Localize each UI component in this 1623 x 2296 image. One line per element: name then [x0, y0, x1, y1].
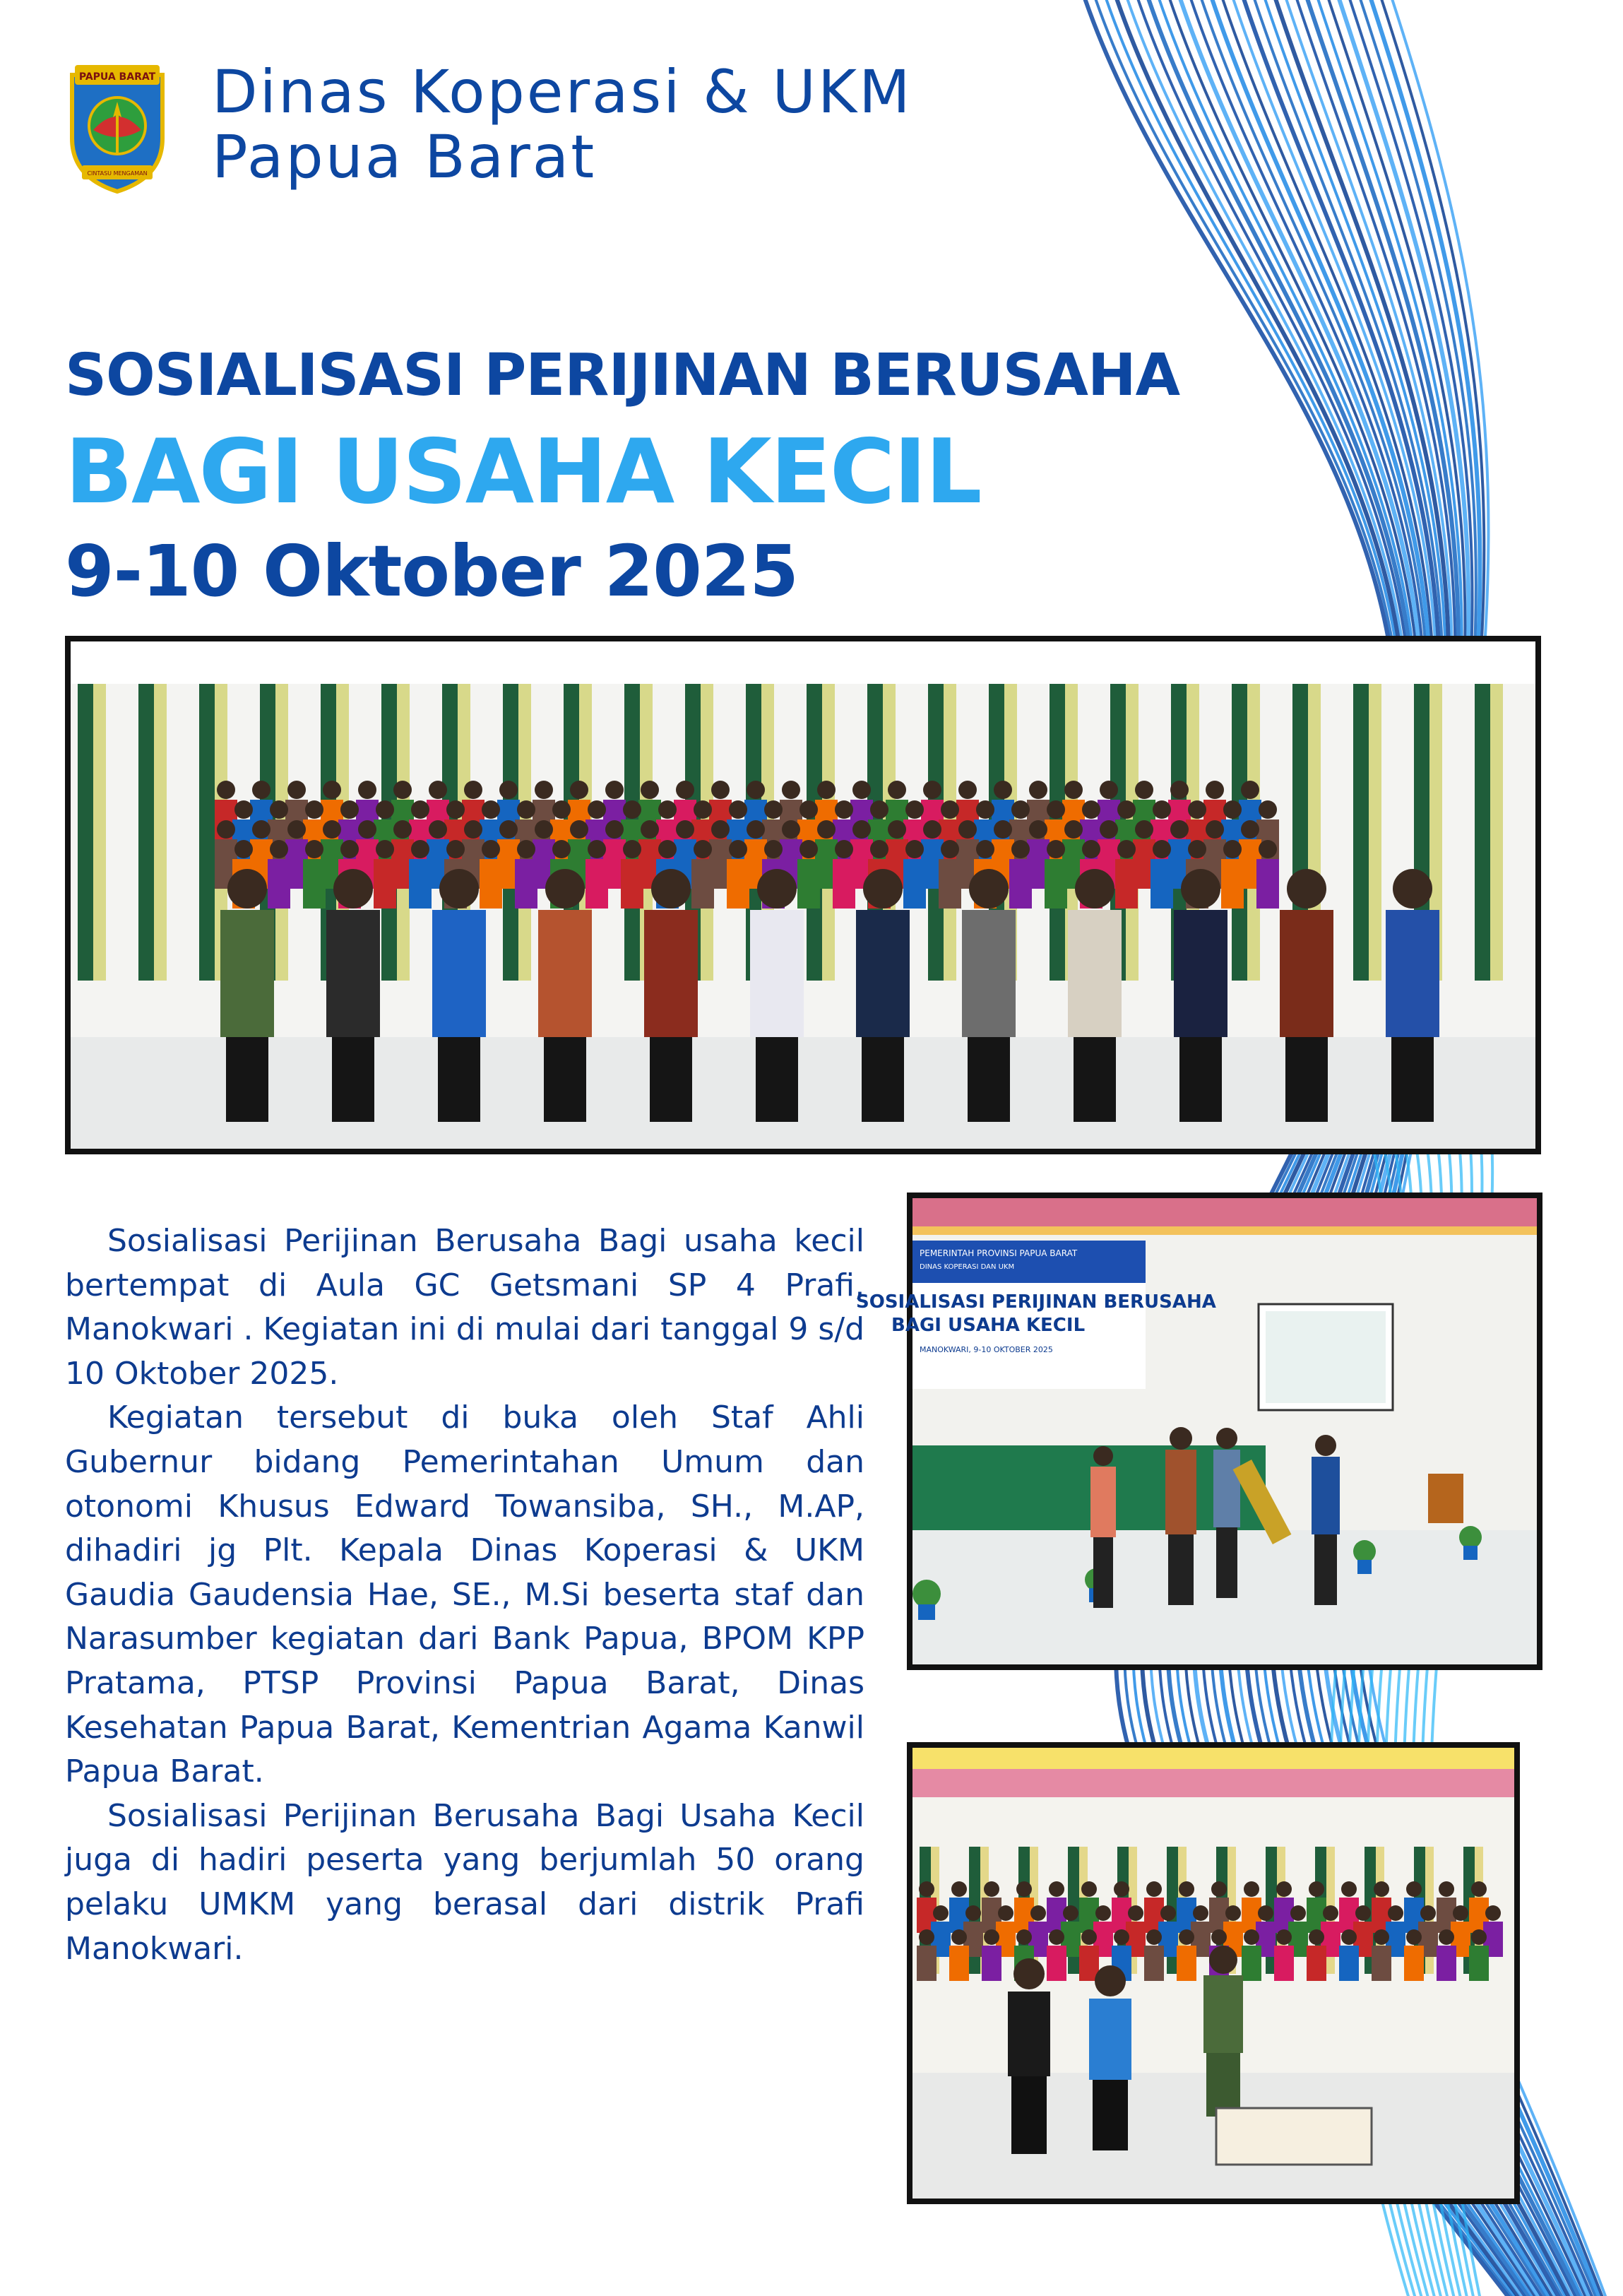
org-name-line2: Papua Barat — [212, 122, 597, 191]
title-line1: SOSIALISASI PERIJINAN BERUSAHA — [65, 342, 1180, 409]
audience-photo — [907, 1742, 1520, 2204]
banner-location: MANOKWARI, 9-10 OKTOBER 2025 — [920, 1345, 1053, 1354]
article-paragraph-2: Kegiatan tersebut di buka oleh Staf Ahli Gubernur bidang Pemerintahan Umum dan otonomi Khusus Edward Towansiba, SH., M.AP, dihadiri jg Plt. Kepala Dinas Koperasi & UKM Gaudia Gaudensia Hae, SE., M.Si beserta staf dan Narasumber kegiatan dari Bank Papua, BPOM KPP Pratama, PTSP Provinsi Papua Barat, Dinas Kesehatan Papua Barat, Kementrian Agama Kanwil Papua Barat. — [65, 1400, 864, 1790]
org-name-line1: Dinas Koperasi & UKM — [212, 57, 912, 126]
banner-org-top: PEMERINTAH PROVINSI PAPUA BARAT — [920, 1248, 1078, 1258]
title-line2: BAGI USAHA KECIL — [65, 420, 981, 523]
article-paragraph-3: Sosialisasi Perijinan Berusaha Bagi Usaha Kecil juga di hadiri peserta yang berjumlah 50 orang pelaku UMKM yang berasal dari distrik Prafi Manokwari. — [65, 1797, 864, 1967]
papua-barat-emblem-logo — [65, 61, 170, 195]
banner-org-sub: DINAS KOPERASI DAN UKM — [920, 1263, 1015, 1271]
event-date: 9-10 Oktober 2025 — [65, 530, 798, 613]
logo-text: PAPUA BARAT — [78, 71, 156, 83]
group-photo — [65, 636, 1541, 1154]
article-paragraph-1: Sosialisasi Perijinan Berusaha Bagi usaha kecil bertempat di Aula GC Getsmani SP 4 Prafi, Manokwari . Kegiatan ini di mulai dari tanggal 9 s/d 10 Oktober 2025. — [65, 1223, 864, 1392]
banner-title2: BAGI USAHA KECIL — [891, 1315, 1086, 1336]
banner-title1: SOSIALISASI PERIJINAN BERUSAHA — [856, 1291, 1216, 1313]
opening-ceremony-photo — [856, 1193, 1542, 1670]
article-body — [65, 1219, 864, 1971]
logo-motto: CINTASU MENGAMAN — [87, 170, 148, 177]
